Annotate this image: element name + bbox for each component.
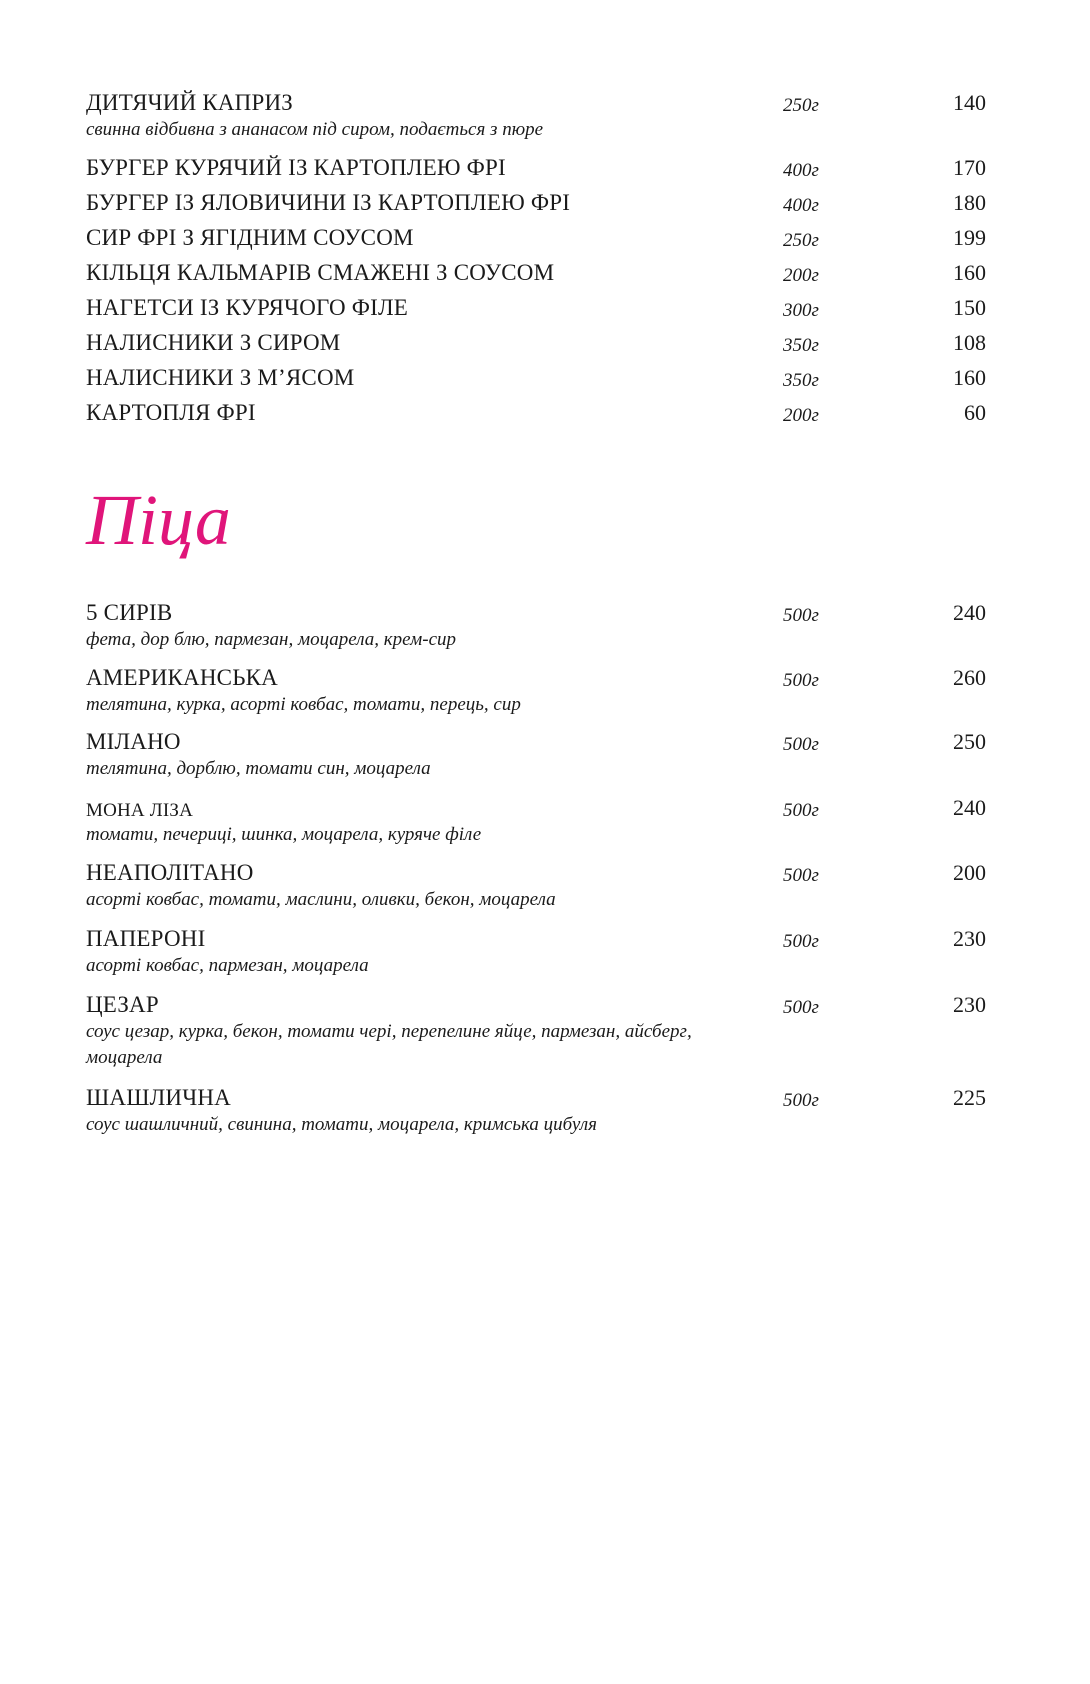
item-description: свинна відбивна з ананасом під сиром, подається з пюре xyxy=(86,119,544,140)
item-name: БУРГЕР ІЗ ЯЛОВИЧИНИ ІЗ КАРТОПЛЕЮ ФРІ xyxy=(86,190,571,215)
item-price: 170 xyxy=(953,155,986,180)
item-weight: 350г xyxy=(783,370,819,391)
item-price: 230 xyxy=(953,926,986,951)
item-name: КІЛЬЦЯ КАЛЬМАРІВ СМАЖЕНІ З СОУСОМ xyxy=(86,260,555,285)
item-price: 150 xyxy=(953,295,986,320)
item-name: МІЛАНО xyxy=(86,729,181,754)
item-name: НАЛИСНИКИ З М’ЯСОМ xyxy=(86,365,355,390)
item-price: 108 xyxy=(953,330,986,355)
item-price: 60 xyxy=(964,400,986,425)
item-price: 199 xyxy=(953,225,986,250)
item-price: 250 xyxy=(953,729,986,754)
item-weight: 500г xyxy=(783,931,819,952)
item-weight: 500г xyxy=(783,997,819,1018)
item-weight: 200г xyxy=(783,265,819,286)
item-name: АМЕРИКАНСЬКА xyxy=(86,665,278,690)
item-description: асорті ковбас, пармезан, моцарела xyxy=(86,955,369,976)
item-name: ШАШЛИЧНА xyxy=(86,1085,231,1110)
item-weight: 400г xyxy=(783,160,819,181)
item-description: телятина, дорблю, томати син, моцарела xyxy=(86,758,431,779)
item-name: НАГЕТСИ ІЗ КУРЯЧОГО ФІЛЕ xyxy=(86,295,409,320)
item-price: 160 xyxy=(953,260,986,285)
item-weight: 500г xyxy=(783,865,819,886)
item-name: ПАПЕРОНІ xyxy=(86,926,206,951)
item-price: 225 xyxy=(953,1085,986,1110)
item-name: СИР ФРІ З ЯГІДНИМ СОУСОМ xyxy=(86,225,414,250)
item-weight: 350г xyxy=(783,335,819,356)
item-price: 260 xyxy=(953,665,986,690)
item-name: НАЛИСНИКИ З СИРОМ xyxy=(86,330,341,355)
item-name: НЕАПОЛІТАНО xyxy=(86,860,254,885)
item-description: томати, печериці, шинка, моцарела, куряче філе xyxy=(86,824,482,845)
item-description: телятина, курка, асорті ковбас, томати, перець, сир xyxy=(86,694,521,715)
item-name: БУРГЕР КУРЯЧИЙ ІЗ КАРТОПЛЕЮ ФРІ xyxy=(86,155,506,180)
item-weight: 200г xyxy=(783,405,819,426)
item-description: соус цезар, курка, бекон, томати чері, перепелине яйце, пармезан, айсберг, моцарела xyxy=(86,1021,692,1068)
item-price: 180 xyxy=(953,190,986,215)
item-weight: 400г xyxy=(783,195,819,216)
item-description: соус шашличний, свинина, томати, моцарела, кримська цибуля xyxy=(86,1114,597,1135)
item-weight: 500г xyxy=(783,605,819,626)
item-price: 240 xyxy=(953,600,986,625)
item-weight: 250г xyxy=(783,95,819,116)
item-weight: 500г xyxy=(783,1090,819,1111)
item-price: 240 xyxy=(953,795,986,820)
item-price: 160 xyxy=(953,365,986,390)
section-title-pizza: Піца xyxy=(86,480,231,560)
item-name: 5 СИРІВ xyxy=(86,600,173,625)
item-weight: 500г xyxy=(783,800,819,821)
item-weight: 500г xyxy=(783,670,819,691)
item-price: 140 xyxy=(953,90,986,115)
item-name: КАРТОПЛЯ ФРІ xyxy=(86,400,256,425)
item-name: ДИТЯЧИЙ КАПРИЗ xyxy=(86,90,294,115)
item-price: 200 xyxy=(953,860,986,885)
item-name: ЦЕЗАР xyxy=(86,992,159,1017)
item-weight: 300г xyxy=(783,300,819,321)
item-weight: 500г xyxy=(783,734,819,755)
item-name: МОНА ЛІЗА xyxy=(86,800,194,821)
item-price: 230 xyxy=(953,992,986,1017)
item-description: фета, дор блю, пармезан, моцарела, крем-сир xyxy=(86,629,457,650)
item-description: асорті ковбас, томати, маслини, оливки, бекон, моцарела xyxy=(86,889,556,910)
item-weight: 250г xyxy=(783,230,819,251)
